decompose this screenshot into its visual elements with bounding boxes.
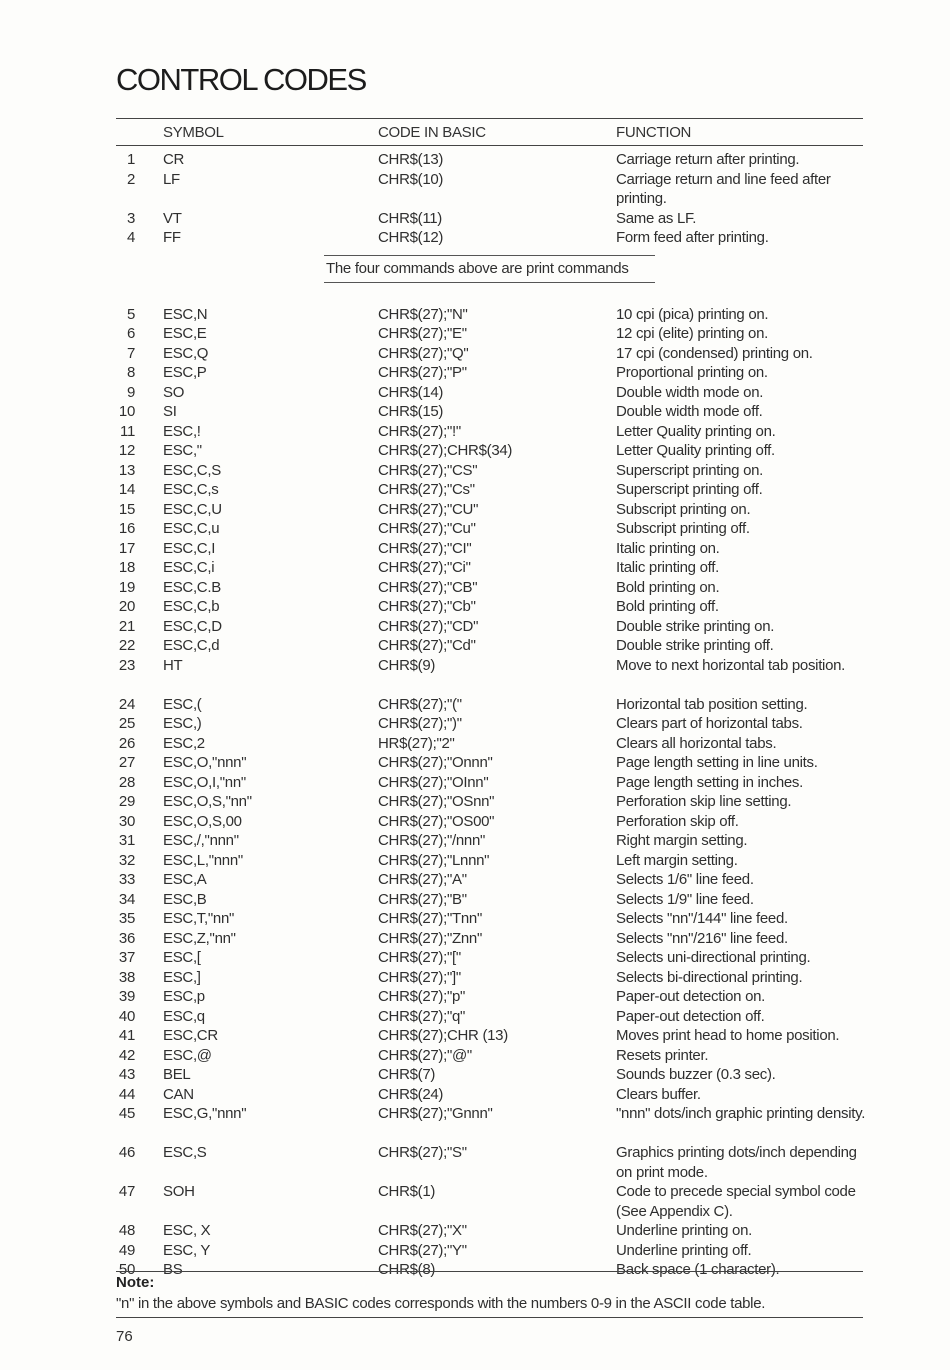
row-number: 33 — [118, 871, 135, 888]
row-number: 15 — [118, 500, 135, 518]
table-row — [0, 870, 950, 890]
row-symbol: ESC,CR — [163, 1027, 218, 1044]
row-number: 21 — [118, 617, 135, 635]
row-symbol: ESC,G,"nnn" — [163, 1105, 247, 1122]
row-number: 25 — [118, 715, 135, 732]
row-number: 8 — [126, 364, 135, 381]
row-symbol: ESC,B — [163, 890, 207, 908]
row-number: 11 — [120, 422, 135, 440]
row-basic-code: CHR$(1) — [378, 1183, 436, 1200]
row-basic-code: CHR$(9) — [378, 656, 436, 674]
table-row — [0, 1065, 950, 1085]
print-commands-note — [0, 248, 950, 305]
row-function: "nnn" dots/inch graphic printing density. — [616, 1105, 866, 1122]
row-number: 20 — [118, 598, 135, 615]
row-basic-code: CHR$(27);"N" — [378, 305, 468, 323]
table-row — [0, 617, 950, 637]
row-basic-code: CHR$(27);"(" — [378, 695, 462, 713]
row-symbol: ESC,C,U — [163, 500, 222, 518]
row-function: Superscript printing on. — [616, 461, 764, 479]
row-basic-code: CHR$(27);"]" — [378, 968, 461, 986]
row-number: 5 — [126, 305, 135, 323]
row-number: 23 — [118, 656, 135, 674]
header-symbol: SYMBOL — [163, 124, 224, 141]
row-function: Double strike printing on. — [616, 617, 775, 635]
row-basic-code: CHR$(27);"B" — [378, 890, 467, 908]
row-number: 30 — [118, 812, 135, 830]
row-symbol: ESC,L,"nnn" — [163, 851, 243, 869]
row-number: 19 — [118, 578, 135, 596]
row-function: Code to precede special symbol code (See Appendix C). — [616, 1183, 856, 1220]
row-basic-code: CHR$(27);"OInn" — [378, 773, 489, 791]
table-row — [0, 909, 950, 929]
header-top-rule — [116, 118, 863, 119]
row-basic-code: CHR$(13) — [378, 151, 444, 168]
row-number: 48 — [118, 1222, 135, 1239]
table-row — [0, 695, 950, 715]
row-basic-code: CHR$(27);"CD" — [378, 617, 479, 635]
row-function: Resets printer. — [616, 1046, 709, 1064]
row-basic-code: CHR$(27);"X" — [378, 1222, 467, 1239]
table-row — [0, 228, 950, 248]
row-function: Double width mode on. — [616, 383, 764, 401]
row-symbol: ESC,C,i — [163, 559, 215, 576]
row-number: 49 — [118, 1241, 135, 1259]
table-row — [0, 1046, 950, 1066]
row-symbol: ESC,O,S,"nn" — [163, 793, 252, 810]
row-basic-code: CHR$(27);"[" — [378, 949, 461, 966]
row-number: 41 — [118, 1027, 135, 1044]
table-row — [0, 578, 950, 598]
row-number: 3 — [126, 209, 135, 227]
table-row — [0, 209, 950, 229]
row-number: 31 — [118, 832, 135, 849]
row-function: Moves print head to home position. — [616, 1027, 840, 1044]
row-function: Carriage return after printing. — [616, 151, 800, 168]
row-function: Italic printing on. — [616, 539, 720, 557]
row-symbol: ESC,@ — [163, 1046, 212, 1064]
row-number: 16 — [118, 520, 135, 537]
row-function: Paper-out detection on. — [616, 988, 766, 1005]
row-basic-code: CHR$(27);"OS00" — [378, 812, 495, 830]
table-row — [0, 987, 950, 1007]
table-row — [0, 1241, 950, 1261]
table-row — [0, 305, 950, 325]
row-function: Move to next horizontal tab position. — [616, 656, 846, 674]
row-symbol: ESC,Q — [163, 344, 209, 362]
header-function: FUNCTION — [616, 124, 692, 141]
row-number: 1 — [126, 151, 135, 168]
codes-table — [0, 150, 950, 1280]
row-basic-code: CHR$(24) — [378, 1085, 444, 1103]
row-function: 17 cpi (condensed) printing on. — [616, 344, 813, 362]
table-row — [0, 734, 950, 754]
row-symbol: ESC,A — [163, 871, 207, 888]
row-function: Double strike printing off. — [616, 637, 774, 654]
row-basic-code: HR$(27);"2" — [378, 734, 455, 752]
row-function: Same as LF. — [616, 209, 697, 227]
row-number: 28 — [118, 773, 135, 791]
row-function: Back space (1 character). — [616, 1261, 780, 1278]
row-function: Bold printing off. — [616, 598, 719, 615]
row-symbol: ESC,Z,"nn" — [163, 929, 236, 947]
row-basic-code: CHR$(12) — [378, 229, 444, 246]
row-symbol: ESC,C,b — [163, 598, 220, 615]
row-function: Italic printing off. — [616, 559, 719, 576]
table-row — [0, 929, 950, 949]
table-row — [0, 558, 950, 578]
row-function: Graphics printing dots/inch depending on print mode. — [616, 1144, 857, 1181]
row-symbol: SO — [163, 383, 185, 401]
row-symbol: CR — [163, 151, 185, 168]
row-symbol: ESC,P — [163, 364, 207, 381]
row-basic-code: CHR$(27);"Q" — [378, 344, 469, 362]
row-basic-code: CHR$(27);"/nnn" — [378, 832, 486, 849]
row-basic-code: CHR$(10) — [378, 170, 444, 188]
row-number: 36 — [118, 929, 135, 947]
row-number: 32 — [118, 851, 135, 869]
row-basic-code: CHR$(27);"Znn" — [378, 929, 482, 947]
row-function: Letter Quality printing off. — [616, 442, 775, 459]
table-row — [0, 1026, 950, 1046]
row-symbol: ESC,C,s — [163, 481, 219, 498]
row-number: 35 — [118, 910, 135, 927]
table-row — [0, 150, 950, 170]
table-row — [0, 519, 950, 539]
row-number: 12 — [118, 442, 135, 459]
row-function: Paper-out detection off. — [616, 1007, 765, 1025]
row-function: Selects uni-directional printing. — [616, 949, 811, 966]
row-symbol: ESC,p — [163, 988, 205, 1005]
row-number: 37 — [118, 949, 135, 966]
row-symbol: ESC," — [163, 442, 202, 459]
row-function: Form feed after printing. — [616, 229, 769, 246]
table-row — [0, 714, 950, 734]
row-symbol: ESC,N — [163, 305, 208, 323]
header-code: CODE IN BASIC — [378, 124, 486, 141]
row-number: 13 — [118, 461, 135, 479]
row-symbol: ESC, Y — [163, 1241, 211, 1259]
row-function: Page length setting in inches. — [616, 773, 803, 791]
row-function: Proportional printing on. — [616, 364, 768, 381]
row-function: Selects bi-directional printing. — [616, 968, 803, 986]
row-basic-code: CHR$(27);"!" — [378, 422, 461, 440]
row-function: Page length setting in line units. — [616, 754, 818, 771]
table-row — [0, 831, 950, 851]
row-number: 46 — [118, 1144, 135, 1161]
row-symbol: ESC,C.B — [163, 578, 221, 596]
row-symbol: ESC,2 — [163, 734, 205, 752]
table-row — [0, 1221, 950, 1241]
table-row — [0, 636, 950, 656]
row-basic-code: CHR$(27);"Y" — [378, 1241, 467, 1259]
page-number: 76 — [116, 1328, 133, 1345]
row-basic-code: CHR$(27);"CI" — [378, 539, 472, 557]
table-row — [0, 812, 950, 832]
table-row — [0, 344, 950, 364]
table-row — [0, 324, 950, 344]
row-number: 42 — [118, 1046, 135, 1064]
table-bottom-rule — [116, 1271, 863, 1272]
table-row — [0, 539, 950, 559]
row-basic-code: CHR$(7) — [378, 1066, 436, 1083]
row-basic-code: CHR$(27);")" — [378, 715, 462, 732]
row-symbol: VT — [163, 209, 182, 227]
row-basic-code: CHR$(27);"P" — [378, 364, 467, 381]
row-number: 4 — [126, 229, 135, 246]
row-symbol: ESC,C,S — [163, 461, 221, 479]
row-basic-code: CHR$(27);"Gnnn" — [378, 1105, 493, 1122]
table-row — [0, 480, 950, 500]
row-function: Clears buffer. — [616, 1085, 701, 1103]
row-number: 26 — [118, 734, 135, 752]
row-function: Underline printing on. — [616, 1222, 752, 1239]
row-number: 47 — [118, 1183, 135, 1200]
row-number: 9 — [126, 383, 135, 401]
table-row — [0, 402, 950, 422]
row-basic-code: CHR$(27);"Cd" — [378, 637, 476, 654]
row-symbol: ESC,! — [163, 422, 201, 440]
row-function: Clears part of horizontal tabs. — [616, 715, 803, 732]
row-symbol: ESC,O,S,00 — [163, 812, 242, 830]
table-row — [0, 1104, 950, 1143]
table-row — [0, 1085, 950, 1105]
row-symbol: ESC,C,d — [163, 637, 220, 654]
row-function: Left margin setting. — [616, 851, 738, 869]
print-commands-note-text: The four commands above are print commands — [326, 259, 629, 277]
row-basic-code: CHR$(27);"q" — [378, 1007, 466, 1025]
row-basic-code: CHR$(27);"Onnn" — [378, 754, 493, 771]
table-row — [0, 968, 950, 988]
row-function: Right margin setting. — [616, 832, 748, 849]
row-basic-code: CHR$(27);"p" — [378, 988, 466, 1005]
row-symbol: ESC,( — [163, 695, 202, 713]
row-function: Horizontal tab position setting. — [616, 695, 808, 713]
table-row — [0, 363, 950, 383]
row-number: 24 — [118, 695, 135, 713]
row-basic-code: CHR$(27);"Lnnn" — [378, 851, 490, 869]
row-symbol: ESC,q — [163, 1007, 205, 1025]
table-row — [0, 851, 950, 871]
row-basic-code: CHR$(27);"Tnn" — [378, 910, 482, 927]
table-row — [0, 890, 950, 910]
table-row — [0, 597, 950, 617]
row-symbol: ESC,/,"nnn" — [163, 832, 239, 849]
row-basic-code: CHR$(14) — [378, 383, 444, 401]
table-row — [0, 948, 950, 968]
table-row — [0, 383, 950, 403]
row-basic-code: CHR$(27);"A" — [378, 871, 467, 888]
row-basic-code: CHR$(27);"Cs" — [378, 481, 475, 498]
table-row — [0, 1182, 950, 1221]
table-row — [0, 422, 950, 442]
row-number: 43 — [118, 1066, 135, 1083]
row-function: Subscript printing off. — [616, 520, 750, 537]
row-function: Selects 1/9" line feed. — [616, 890, 754, 908]
row-function: Perforation skip line setting. — [616, 793, 792, 810]
table-row — [0, 656, 950, 695]
row-symbol: ESC,O,"nnn" — [163, 754, 247, 771]
row-symbol: SOH — [163, 1183, 195, 1200]
row-function: 12 cpi (elite) printing on. — [616, 325, 768, 342]
note-heading: Note: — [116, 1274, 155, 1291]
row-symbol: ESC,[ — [163, 949, 201, 966]
row-symbol: ESC,O,I,"nn" — [163, 773, 246, 791]
row-number: 44 — [118, 1085, 135, 1103]
row-basic-code: CHR$(27);"OSnn" — [378, 793, 495, 810]
row-function: Selects "nn"/144" line feed. — [616, 910, 788, 927]
row-number: 10 — [118, 403, 135, 420]
row-basic-code: CHR$(27);"CB" — [378, 578, 478, 596]
row-basic-code: CHR$(8) — [378, 1261, 436, 1278]
row-symbol: ESC,E — [163, 325, 207, 342]
row-number: 39 — [118, 988, 135, 1005]
row-number: 29 — [118, 793, 135, 810]
row-symbol: ESC,C,D — [163, 617, 222, 635]
row-basic-code: CHR$(15) — [378, 403, 444, 420]
row-function: Selects 1/6" line feed. — [616, 871, 754, 888]
note-text: "n" in the above symbols and BASIC codes corresponds with the numbers 0-9 in the ASCII code table. — [116, 1295, 766, 1312]
row-number: 14 — [118, 481, 135, 498]
row-function: Bold printing on. — [616, 578, 720, 596]
row-number: 45 — [118, 1105, 135, 1122]
row-number: 27 — [118, 754, 135, 771]
row-basic-code: CHR$(27);"E" — [378, 325, 467, 342]
row-symbol: BS — [163, 1261, 183, 1278]
row-symbol: HT — [163, 656, 183, 674]
table-row — [0, 441, 950, 461]
row-symbol: ESC,T,"nn" — [163, 910, 235, 927]
row-number: 18 — [118, 559, 135, 576]
row-basic-code: CHR$(27);"@" — [378, 1046, 472, 1064]
row-number: 38 — [118, 968, 135, 986]
page-title: CONTROL CODES — [116, 62, 366, 97]
row-symbol: ESC,) — [163, 715, 202, 732]
table-row — [0, 1007, 950, 1027]
row-symbol: ESC,C,I — [163, 539, 216, 557]
header-bottom-rule — [116, 145, 863, 146]
table-row — [0, 753, 950, 773]
row-basic-code: CHR$(27);"S" — [378, 1144, 467, 1161]
row-symbol: BEL — [163, 1066, 191, 1083]
row-number: 6 — [126, 325, 135, 342]
row-symbol: ESC,S — [163, 1144, 207, 1161]
row-function: Carriage return and line feed after printing. — [616, 170, 831, 207]
row-basic-code: CHR$(27);"Ci" — [378, 559, 471, 576]
row-function: Letter Quality printing on. — [616, 422, 776, 440]
row-basic-code: CHR$(27);"CU" — [378, 500, 479, 518]
row-number: 2 — [126, 170, 135, 188]
row-number: 50 — [118, 1261, 135, 1278]
row-function: Underline printing off. — [616, 1241, 752, 1259]
row-symbol: SI — [163, 403, 177, 420]
table-row — [0, 170, 950, 209]
row-symbol: CAN — [163, 1085, 194, 1103]
row-basic-code: CHR$(27);"CS" — [378, 461, 478, 479]
row-basic-code: CHR$(27);"Cu" — [378, 520, 476, 537]
row-function: 10 cpi (pica) printing on. — [616, 305, 769, 323]
table-row — [0, 461, 950, 481]
table-row — [0, 792, 950, 812]
row-function: Selects "nn"/216" line feed. — [616, 929, 788, 947]
row-basic-code: CHR$(27);CHR (13) — [378, 1027, 508, 1044]
note-bottom-line — [324, 282, 655, 283]
row-function: Subscript printing on. — [616, 500, 751, 518]
row-number: 34 — [118, 890, 135, 908]
row-symbol: ESC,] — [163, 968, 201, 986]
row-number: 7 — [126, 344, 135, 362]
row-symbol: FF — [163, 229, 181, 246]
row-number: 22 — [118, 637, 135, 654]
table-row — [0, 1143, 950, 1182]
row-symbol: ESC,C,u — [163, 520, 220, 537]
row-number: 17 — [118, 539, 135, 557]
row-function: Perforation skip off. — [616, 812, 739, 830]
row-basic-code: CHR$(27);CHR$(34) — [378, 442, 513, 459]
row-symbol: LF — [163, 170, 180, 188]
table-row — [0, 773, 950, 793]
row-number: 40 — [118, 1007, 135, 1025]
row-function: Superscript printing off. — [616, 481, 763, 498]
note-top-rule — [324, 255, 655, 256]
row-symbol: ESC, X — [163, 1222, 211, 1239]
row-function: Sounds buzzer (0.3 sec). — [616, 1066, 776, 1083]
row-function: Double width mode off. — [616, 403, 763, 420]
row-basic-code: CHR$(27);"Cb" — [378, 598, 476, 615]
table-row — [0, 500, 950, 520]
note-bottom-rule — [116, 1317, 863, 1318]
row-function: Clears all horizontal tabs. — [616, 734, 777, 752]
row-basic-code: CHR$(11) — [378, 209, 443, 227]
